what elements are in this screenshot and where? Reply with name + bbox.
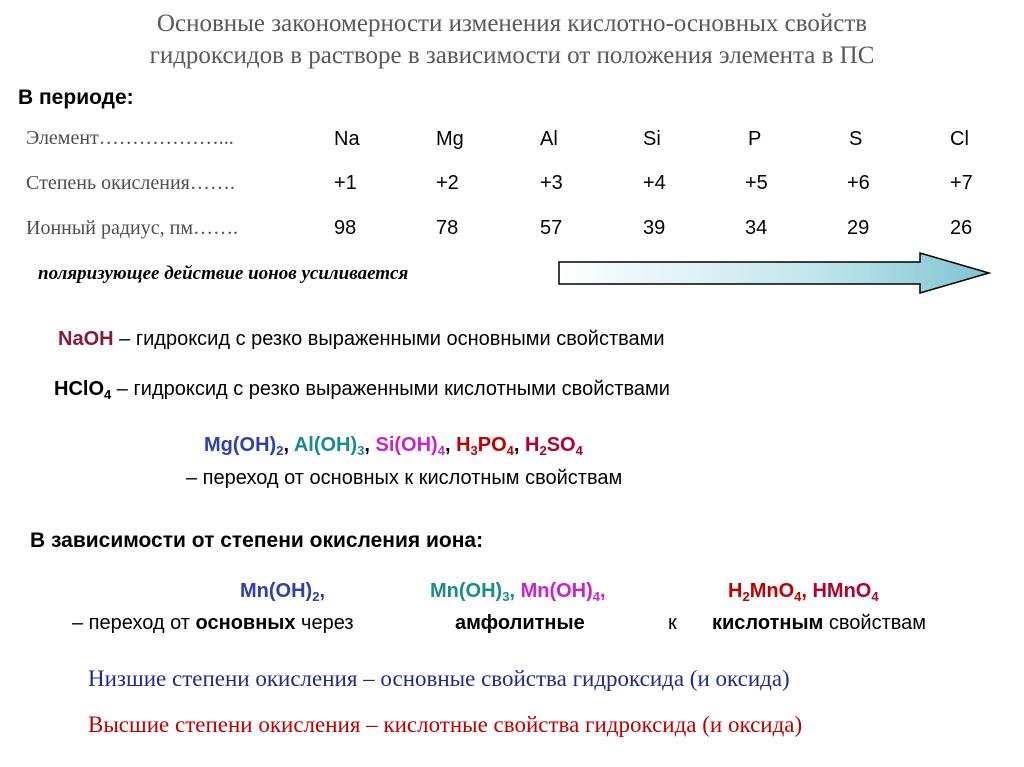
cell-element: Mg — [436, 128, 464, 150]
mn-amphoteric-formulas — [430, 580, 606, 603]
cell-ionic-radius: 34 — [745, 217, 768, 239]
cell-oxidation-state: +1 — [334, 172, 357, 194]
right-arrow-icon — [555, 250, 995, 296]
cell-element: Na — [334, 128, 360, 150]
cell-ionic-radius: 98 — [334, 217, 357, 239]
hclo4-formula: HClO$_4$ — [54, 378, 112, 402]
mn-oh-3-formula: $Mn(OH)_3$, — [430, 580, 515, 604]
hclo4-text: – гидроксид с резко выраженными кислотными свойствами — [111, 378, 670, 400]
cell-element: Al — [540, 128, 558, 150]
page-title-line-2: гидроксидов в растворе в зависимости от положения элемента в ПС — [149, 42, 875, 69]
cell-ionic-radius: 78 — [436, 217, 459, 239]
cell-ionic-radius: 57 — [540, 217, 563, 239]
si-oh-4-formula: $Si(OH)_4$ — [375, 434, 445, 458]
mn-transition-acidic: кислотным свойствам — [712, 612, 927, 634]
cell-element: Si — [643, 128, 661, 150]
h3po4-formula: $H_3PO_4$ — [456, 434, 514, 458]
arrow-label: поляризующее действие ионов усиливается — [38, 263, 409, 284]
row-label-oxidation-state: Степень окисления……. — [26, 172, 235, 194]
mn-oh-4-formula: $Mn(OH)_4$, — [520, 580, 606, 604]
separator: , — [444, 434, 457, 456]
al-oh-3-formula: $Al(OH)_3$ — [293, 434, 365, 458]
separator: , — [513, 434, 526, 456]
hclo4-statement — [54, 378, 670, 401]
hydroxide-series — [204, 434, 583, 457]
period-heading: В периоде: — [18, 86, 134, 109]
cell-oxidation-state: +5 — [745, 172, 768, 194]
cell-oxidation-state: +6 — [847, 172, 870, 194]
mn-transition-amphoteric: амфолитные — [455, 612, 585, 634]
mn-acid-formulas — [728, 580, 879, 603]
mn-transition-to: к — [668, 612, 677, 634]
cell-oxidation-state: +2 — [436, 172, 459, 194]
page-title-line-1: Основные закономерности изменения кислотно-основных свойств — [156, 10, 868, 37]
cell-element: S — [849, 128, 863, 150]
cell-ionic-radius: 26 — [950, 217, 973, 239]
cell-element: P — [748, 128, 762, 150]
mn-transition-part-1: – переход от основных через — [72, 612, 354, 634]
cell-ionic-radius: 29 — [847, 217, 870, 239]
h2mno4-formula: $H_2MnO_4$, — [728, 580, 807, 604]
separator: , — [283, 434, 294, 456]
row-label-element: Элемент………………... — [26, 127, 234, 149]
mg-oh-2-formula: $Mg(OH)_2$ — [204, 434, 284, 458]
row-label-ionic-radius: Ионный радиус, пм……. — [26, 217, 238, 239]
oxidation-heading: В зависимости от степени окисления иона: — [30, 529, 484, 552]
cell-element: Cl — [950, 128, 969, 150]
conclusion-lower-states: Низшие степени окисления – основные свойства гидроксида (и оксида) — [88, 666, 790, 691]
conclusion-higher-states: Высшие степени окисления – кислотные свойства гидроксида (и оксида) — [88, 712, 803, 737]
naoh-formula: NaOH — [58, 328, 114, 350]
cell-oxidation-state: +3 — [540, 172, 563, 194]
h2so4-formula: $H_2SO_4$ — [525, 434, 583, 458]
cell-ionic-radius: 39 — [643, 217, 666, 239]
cell-oxidation-state: +4 — [643, 172, 666, 194]
series-transition-text: – переход от основных к кислотным свойствам — [186, 467, 623, 489]
mn-oh-2-formula: $Mn(OH)_2$, — [240, 580, 325, 604]
hmno4-formula: HMnO$_4$ — [812, 580, 879, 604]
separator: , — [364, 434, 376, 456]
naoh-statement — [58, 328, 665, 351]
cell-oxidation-state: +7 — [950, 172, 973, 194]
naoh-text: – гидроксид с резко выраженными основными свойствами — [113, 328, 665, 350]
